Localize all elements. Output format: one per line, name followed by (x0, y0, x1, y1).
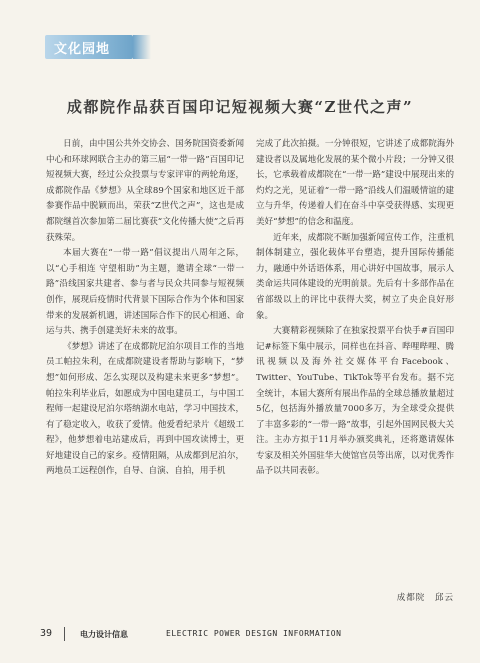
article-paragraph: 《梦想》讲述了在成都院尼泊尔项目工作的当地员工帕拉朱利，在成都院建设者帮助与影响下，“梦想”如何形成、怎么实现以及构建未来更多“梦想”。帕拉朱利毕业后，如愿成为中国电建员工，与中国工程师一起建设尼泊尔塔纳湖水电站，学习中国技术，有了稳定收入，收获了爱情。他爱看纪录片《超级工程》，他梦想着电站建成后，再到中国攻读博士，更好地建设自己的家乡。疫情阻隔，从成都到尼泊尔，两地员工远程创作，自导、自演、自拍，用手机 (46, 341, 244, 477)
article-paragraph: 本届大赛在“一带一路”倡议提出八周年之际，以“心手相连 守望相助”为主题，邀请全球“一带一路”沿线国家共建者、参与者与民众共同参与短视频创作，展现后疫情时代背景下国际合作为个体和国家带来的发展新机遇，讲述国际合作下的民心相通、命运与共、携手创建美好未来的故事。 (46, 248, 244, 337)
article-author: 成都院 邱云 (396, 593, 454, 603)
article-paragraph: 大赛精彩视频除了在独家投票平台快手#百国印记#标签下集中展示，同样也在抖音、哔哩哔哩、腾讯视频以及海外社交媒体平台Facebook、Twitter、YouTube、TikTok等平台发布。据不完全统计，本届大赛所有展出作品的全球总播放量超过5亿，包括海外播放量7000多万，为全球受众提供了丰富多彩的“一带一路”故事，引起外国网民极大关注。主办方拟于11月举办颁奖典礼，还将邀请媒体专家及相关外国驻华大使馆官员等出席，以对优秀作品予以共同表彰。 (256, 326, 454, 477)
magazine-name-en: ELECTRIC POWER DESIGN INFORMATION (166, 629, 342, 638)
footer-divider (64, 627, 65, 641)
article-column-right (256, 137, 454, 480)
article-column-left (46, 137, 244, 480)
section-tag-label: 文化园地 (54, 42, 111, 57)
magazine-name-cn: 电力设计信息 (80, 630, 128, 639)
page-number: 39 (40, 628, 53, 639)
article-paragraph: 近年来，成都院不断加强新闻宣传工作，注重机制体制建立，强化载体平台塑造，提升国际传播能力，融通中外话语体系，用心讲好中国故事，展示人类命运共同体建设的光明前景。先后有十多部作品在省部级以上的评比中获得大奖，树立了央企良好形象。 (256, 232, 454, 321)
article-paragraph: 完成了此次拍摄。一分钟很短，它讲述了成都院海外建设者以及属地化发展的某个微小片段；一分钟又很长，它承载着成都院在“一带一路”建设中展现出来的灼灼之光，见证着“一带一路”沿线人们温暖情谊的建立与升华，传递着人们在奋斗中享受获得感、实现更美好“梦想”的信念和温度。 (256, 139, 454, 227)
article-paragraph: 日前，由中国公共外交协会、国务院国资委新闻中心和环球网联合主办的第三届“一带一路”百国印记短视频大赛，经过公众投票与专家评审的两轮角逐，成都院作品《梦想》从全球89个国家和地区近千部参赛作品中脱颖而出，荣获“Z世代之声”，这也是成都院继首次参加第二届比赛获“文化传播大使”之后再获殊荣。 (46, 139, 244, 243)
section-tag (45, 35, 133, 59)
article-title: 成都院作品获百国印记短视频大赛“Z世代之声” (66, 98, 414, 116)
